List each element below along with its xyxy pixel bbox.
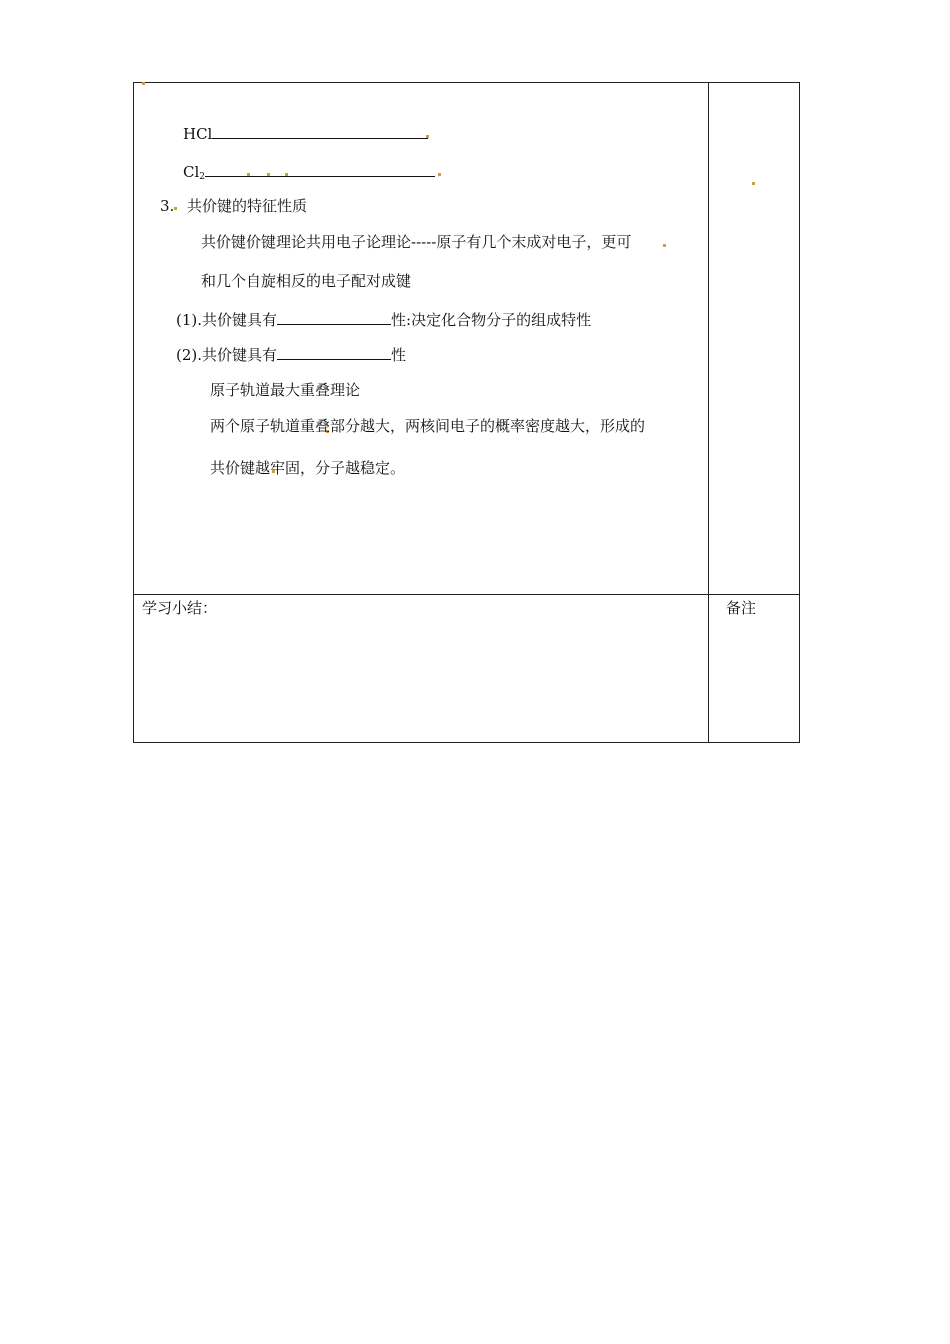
paragraph-line-1: 共价键价键理论共用电子论理论-----原子有几个末成对电子，更可 [201, 233, 632, 251]
formula-cl2-subscript: 2 [199, 172, 206, 182]
table-row-divider [133, 594, 800, 595]
formula-cl2: Cl [183, 163, 200, 181]
formula-hcl-line [183, 124, 428, 143]
table-border-top [133, 82, 800, 83]
speck-mark [426, 135, 429, 138]
subheading-orbital-theory: 原子轨道最大重叠理论 [210, 381, 361, 399]
answer-blank[interactable] [205, 162, 435, 177]
speck-mark [267, 173, 270, 176]
table-border-right [799, 82, 800, 743]
section-heading: 共价键的特征性质 [187, 197, 308, 215]
table-border-bottom [133, 742, 800, 743]
notes-label: 备注 [726, 599, 757, 617]
table-border-left [133, 82, 134, 743]
speck-mark [142, 82, 145, 85]
section-number: 3. [160, 197, 175, 215]
orbital-line-2: 共价键越牢固，分子越稳定。 [210, 459, 406, 477]
item-2-prefix: (2).共价键具有 [176, 346, 278, 364]
speck-mark [247, 173, 250, 176]
table-column-divider [708, 82, 709, 743]
answer-blank[interactable] [277, 310, 391, 325]
speck-mark [663, 244, 666, 247]
formula-cl2-line [183, 162, 435, 186]
formula-hcl: HCl [183, 125, 213, 143]
summary-label: 学习小结： [142, 599, 218, 617]
speck-mark [752, 182, 755, 185]
speck-mark [438, 173, 441, 176]
speck-mark [285, 173, 288, 176]
answer-blank[interactable] [212, 124, 428, 139]
item-1-suffix: 性:决定化合物分子的组成特性 [391, 311, 592, 329]
item-1 [176, 310, 591, 329]
speck-mark [174, 207, 177, 210]
paragraph-line-2: 和几个自旋相反的电子配对成键 [201, 272, 412, 290]
item-2 [176, 345, 406, 364]
item-2-suffix: 性 [391, 346, 407, 364]
orbital-line-1: 两个原子轨道重叠部分越大，两核间电子的概率密度越大，形成的 [210, 417, 646, 435]
answer-blank[interactable] [277, 345, 391, 360]
item-1-prefix: (1).共价键具有 [176, 311, 278, 329]
